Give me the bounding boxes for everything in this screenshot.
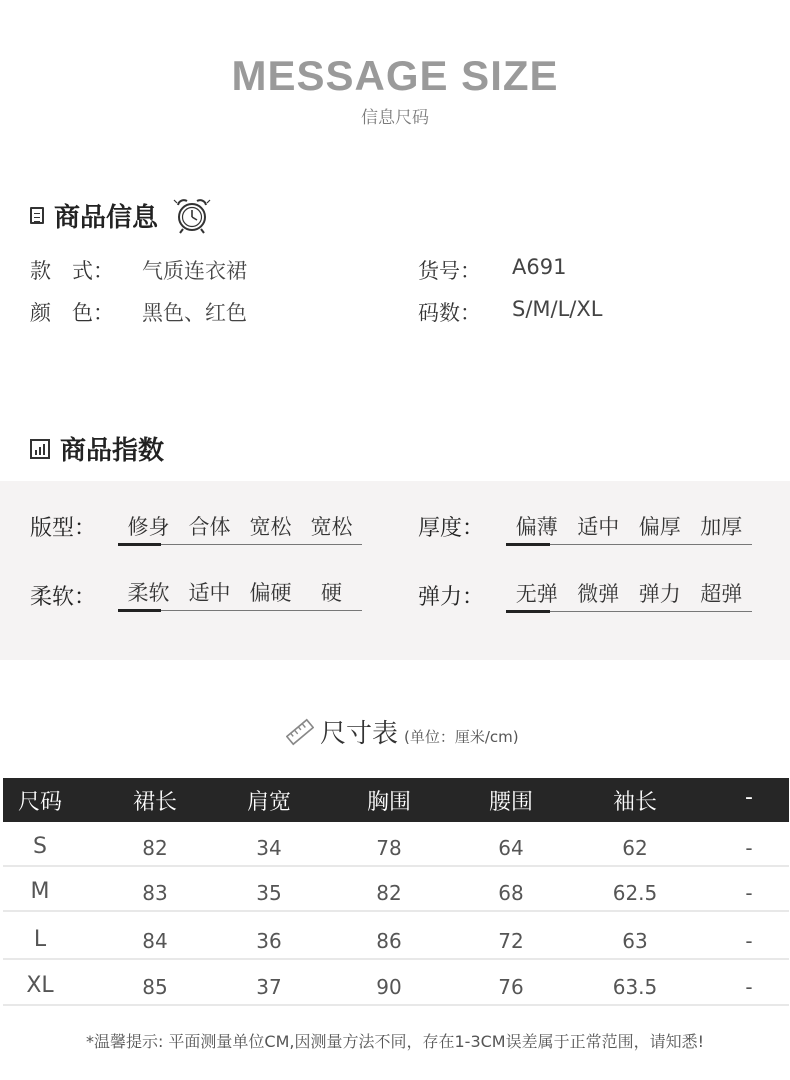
ruler-icon: [286, 718, 314, 746]
table-cell: 82: [142, 836, 168, 860]
product-index-panel: [0, 481, 790, 660]
thickness-option: 偏薄: [515, 515, 558, 539]
product-info-grid: [0, 255, 790, 335]
table-cell: -: [745, 929, 753, 953]
table-cell: 62.5: [612, 881, 658, 905]
product-index-title: 商品指数: [60, 436, 165, 466]
table-cell: 85: [142, 975, 168, 999]
table-cell: -: [745, 881, 753, 905]
softness-option: 偏硬: [249, 581, 292, 605]
sizes-value: S/M/L/XL: [512, 297, 603, 321]
column-header: 袖长: [612, 790, 657, 815]
fit-options: [118, 511, 362, 551]
product-index-heading: [30, 430, 164, 467]
elasticity-selected-marker: [506, 610, 550, 613]
thickness-option: 适中: [577, 515, 620, 539]
elasticity-options: [506, 578, 752, 618]
elasticity-option: 弹力: [638, 582, 681, 606]
alarm-clock-icon: [168, 195, 220, 235]
measurement-note: *温馨提示: 平面测量单位CM,因测量方法不同，存在1-3CM误差属于正常范围，请知悉!: [85, 1032, 705, 1051]
table-cell: 63: [622, 929, 648, 953]
table-row-divider: [3, 958, 789, 960]
table-row-divider: [3, 910, 789, 912]
style-value: 气质连衣裙: [142, 259, 247, 283]
fit-label: 版型：: [30, 516, 97, 541]
table-cell: 35: [256, 881, 282, 905]
table-cell: S: [33, 834, 47, 859]
softness-label: 柔软：: [30, 585, 97, 610]
style-label: 款 式：: [30, 259, 114, 283]
page-subtitle: 信息尺码: [361, 108, 429, 128]
table-cell: 68: [498, 881, 524, 905]
color-label: 颜 色：: [30, 301, 114, 325]
page-title: MESSAGE SIZE: [231, 52, 559, 99]
column-header: 肩宽: [246, 790, 291, 815]
table-cell: 34: [256, 836, 282, 860]
elasticity-label: 弹力：: [418, 585, 485, 610]
fit-option: 合体: [188, 515, 231, 539]
table-cell: 82: [376, 881, 402, 905]
table-cell: 37: [256, 975, 282, 999]
sku-value: A691: [512, 255, 567, 279]
table-cell: 72: [498, 929, 524, 953]
table-cell: 64: [498, 836, 524, 860]
sku-label: 货号：: [418, 259, 481, 283]
table-cell: 76: [498, 975, 524, 999]
table-cell: 90: [376, 975, 402, 999]
product-info-heading: [30, 195, 220, 235]
softness-options: [118, 577, 362, 617]
table-cell: 84: [142, 929, 168, 953]
fit-option: 宽松: [310, 515, 353, 539]
softness-option: 柔软: [127, 581, 170, 605]
product-info-title: 商品信息: [54, 202, 159, 233]
table-cell: 78: [376, 836, 402, 860]
table-cell: 63.5: [612, 975, 658, 999]
column-header: 胸围: [366, 790, 411, 815]
table-cell: 86: [376, 929, 402, 953]
size-table-header: [3, 778, 789, 822]
column-header: -: [745, 785, 753, 810]
fit-option: 宽松: [249, 515, 292, 539]
thickness-selected-marker: [506, 543, 550, 546]
column-header: 腰围: [488, 790, 533, 815]
table-row-divider: [3, 865, 789, 867]
table-cell: L: [33, 927, 47, 952]
softness-option: 硬: [321, 581, 342, 605]
table-cell: 62: [622, 836, 648, 860]
elasticity-option: 无弹: [515, 582, 558, 606]
document-icon: [30, 207, 44, 224]
table-row-divider: [3, 1004, 789, 1006]
table-cell: -: [745, 836, 753, 860]
size-table-heading: [286, 713, 519, 750]
table-cell: XL: [26, 973, 54, 998]
fit-option: 修身: [127, 515, 170, 539]
table-cell: M: [30, 879, 50, 904]
elasticity-option: 微弹: [577, 582, 620, 606]
thickness-label: 厚度：: [418, 516, 485, 541]
table-cell: 36: [256, 929, 282, 953]
table-cell: -: [745, 975, 753, 999]
sizes-label: 码数：: [418, 301, 481, 325]
bar-chart-icon: [30, 439, 50, 459]
fit-selected-marker: [118, 543, 161, 546]
size-table-title: 尺寸表: [320, 719, 399, 749]
softness-selected-marker: [118, 609, 161, 612]
column-header: 尺码: [17, 790, 62, 815]
table-cell: 83: [142, 881, 168, 905]
color-value: 黑色、红色: [142, 301, 247, 325]
elasticity-option: 超弹: [700, 582, 743, 606]
thickness-option: 加厚: [700, 515, 743, 539]
softness-option: 适中: [188, 581, 231, 605]
size-table-unit: (单位：厘米/cm): [404, 728, 519, 746]
thickness-option: 偏厚: [638, 515, 681, 539]
column-header: 裙长: [132, 790, 177, 815]
thickness-options: [506, 511, 752, 551]
